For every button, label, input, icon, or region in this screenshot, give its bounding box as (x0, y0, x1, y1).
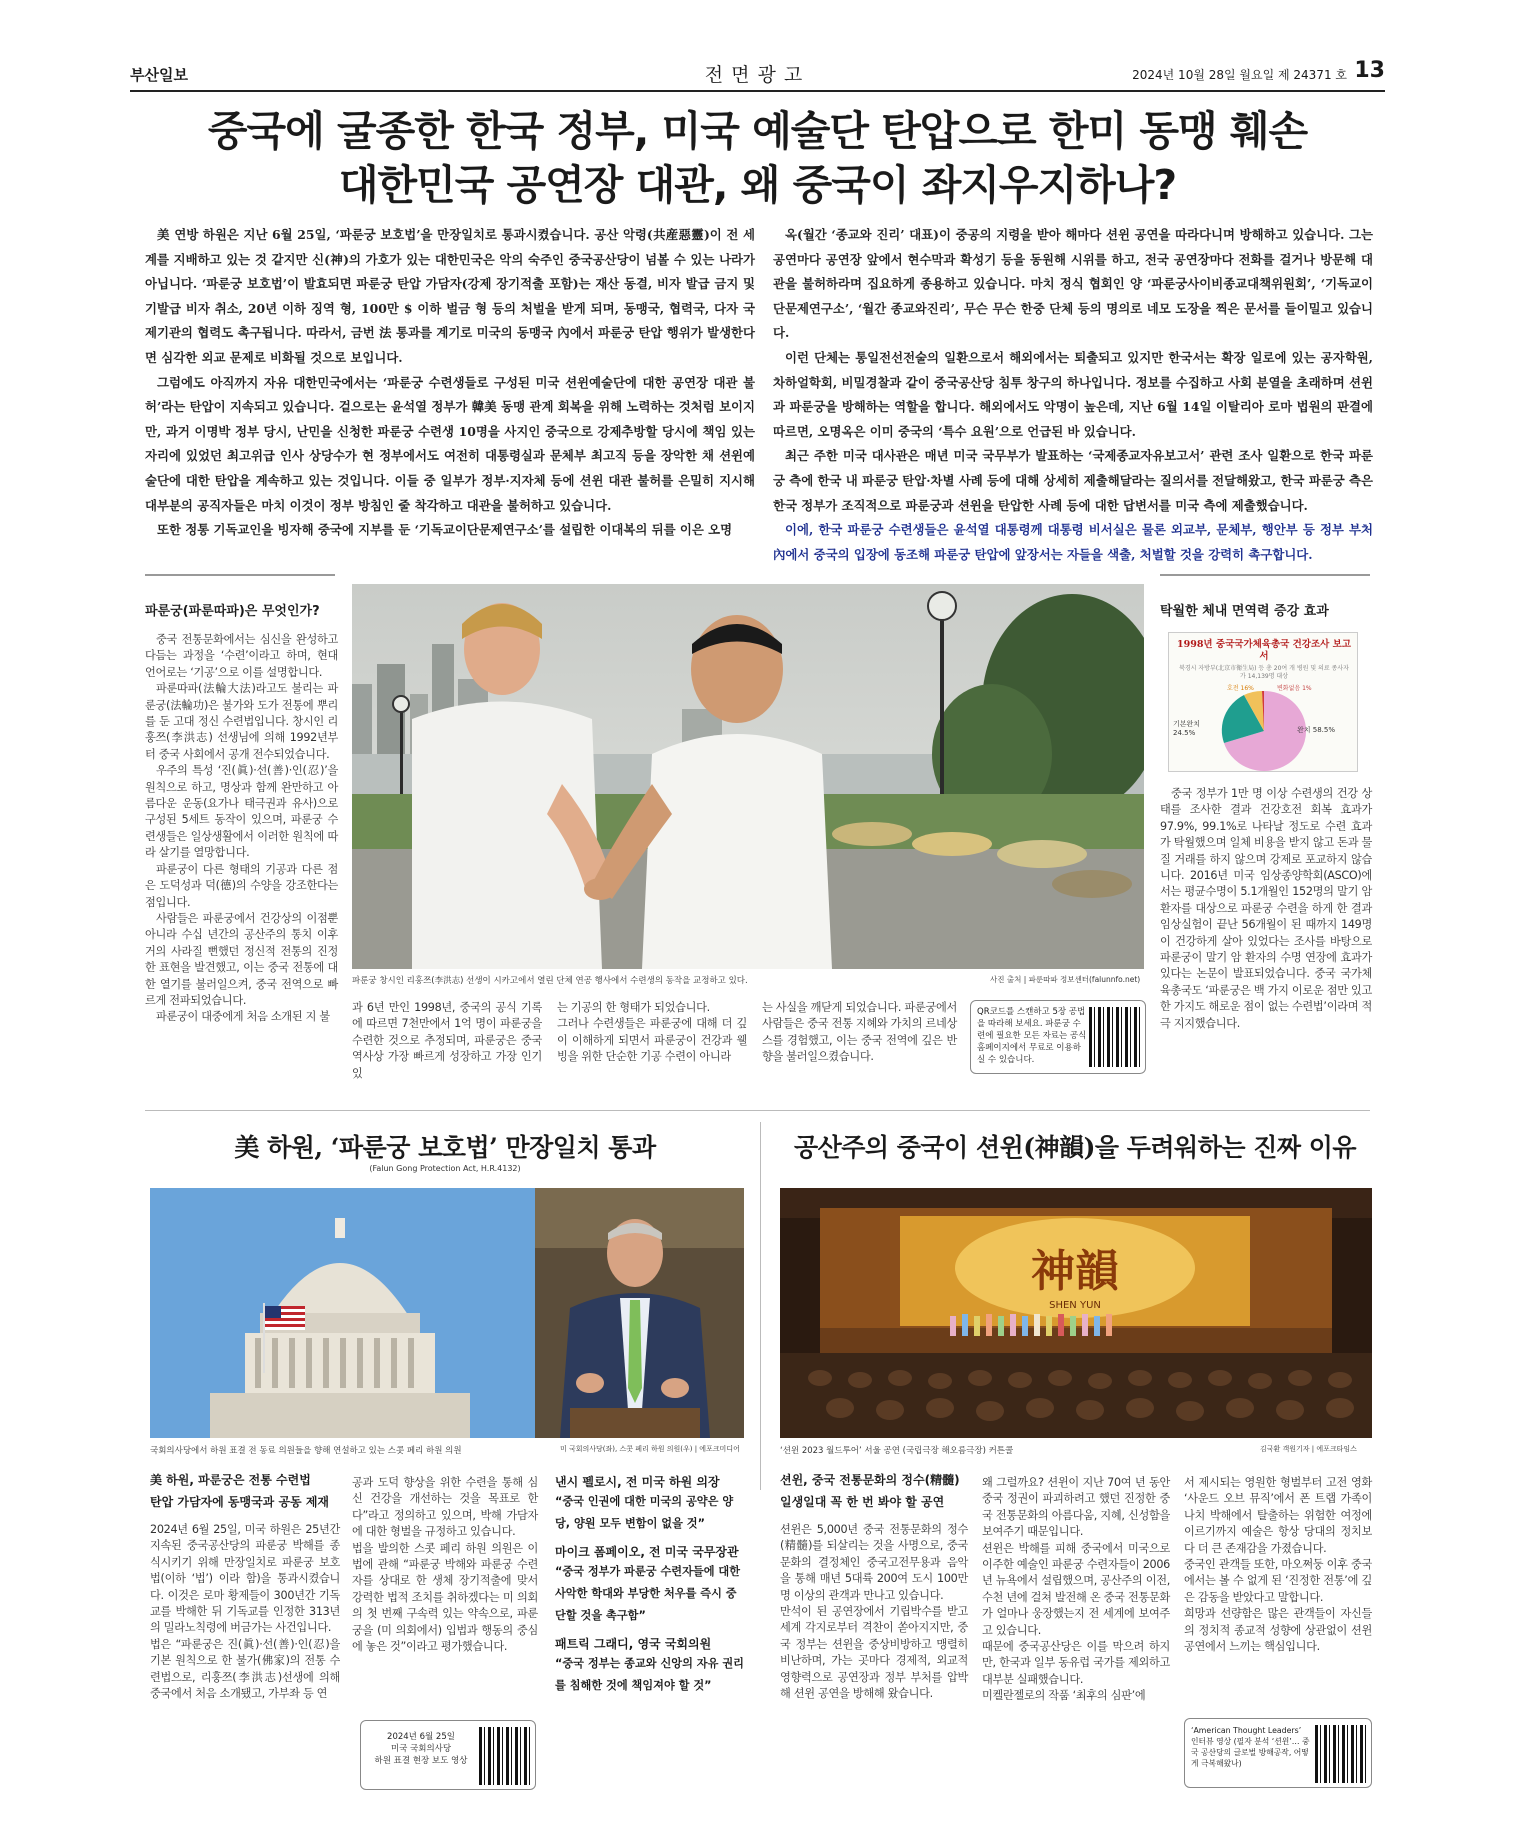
qr-caption: QR코드를 스캔하고 5장 공법을 따라해 보세요. 파룬궁 수련에 필요한 모든 자료는 공식 홈페이지에서 무료로 이용하실 수 있습니다. (977, 1007, 1087, 1065)
sidebar-paragraph: 중국 정부가 1만 명 이상 수련생의 건강 상태를 조사한 결과 건강호전 회복 효과가 97.9%, 99.1%로 나타날 정도로 수련 효과가 탁월했으며 일체 비용을 받지 않고 돈과 물질 거래를 하지 않으며 강제로 포교하지 않습니다. 2016년 미국 임상종양학회(ASCO)에서는 평균수명이 5.1개월인 152명의 말기 암 환자를 대상으로 파룬궁 수련을 하게 한 결과 임상실험이 끝난 56개월이 된 때까지 149명이 건강하게 살아 있었다는 조사를 바탕으로 파룬궁이 말기 암 환자의 수명 연장에 효과가 있다는 논문이 발표되었습니다. 중국 국가체육총국도 ‘파룬궁은 백 가지 이로운 점만 있고 한 가지도 해로운 점이 없는 수련법’이라며 적극 지지했습니다. (1160, 787, 1372, 1030)
sidebar-paragraph: 파룬궁이 다른 형태의 기공과 다른 점은 도덕성과 덕(德)의 수양을 강조한다는 점입니다. (145, 862, 338, 909)
stage-logo: 神韻 (1031, 1246, 1119, 1297)
intro-appeal: 이에, 한국 파룬궁 수련생들은 윤석열 대통령께 대통령 비서실은 물론 외교부, 문체부, 행안부 등 정부 부처 內에서 중국의 입장에 동조해 파룬궁 탄압에 앞장서는 자들을 색출, 처벌할 것을 강력히 촉구합니다. (773, 522, 1373, 562)
legend-nochange: 변화없음 1% (1277, 685, 1312, 692)
pie-label-basic: 기본완치 24.5% (1173, 720, 1201, 737)
intro-paragraph: 그럼에도 아직까지 자유 대한민국에서는 ‘파룬궁 수련생들로 구성된 미국 션윈예술단에 대한 공연장 대관 불허’라는 탄압이 지속되고 있습니다. 겉으로는 윤석열 정부가 韓美 동맹 관계 회복을 위해 노력하는 것처럼 보이지만, 과거 이명박 정부 당시, 난민을 신청한 파룬궁 수련생 10명을 사지인 중국으로 강제추방할 당시에 책임 있는 자리에 있었던 최고위급 인사 상당수가 현 정부에서도 여전히 대통령실과 문체부 최고직 등을 장악한 채 션윈예술단에 대한 탄압을 계속하고 있는 것입니다. 이들 중 일부가 정부·지자체 등에 션윈 대관 불허를 은밀히 지시해 대부분의 공직자들은 마치 이것이 정부 방침인 줄 착각하고 대관을 불허하고 있습니다. (145, 374, 755, 513)
sidebar-paragraph: 우주의 특성 ‘진(眞)·선(善)·인(忍)’을 원칙으로 하고, 명상과 함께 완만하고 아름다운 운동(요가나 태극권과 유사)으로 구성된 5세트 동작이 있으며, 파룬궁 수련생들은 일상생활에서 이러한 원칙에 따라 살기를 열망합니다. (145, 764, 338, 860)
divider (1160, 574, 1370, 576)
intro-left-column (145, 223, 755, 543)
qr-code-icon[interactable] (1315, 1725, 1367, 1783)
qr-box-interview (1184, 1718, 1372, 1788)
sidebar-title: 파룬궁(파룬따파)은 무엇인가? (145, 604, 320, 619)
photo-shenyun-curtain-call (780, 1188, 1372, 1438)
sidebar-right-body (1160, 786, 1372, 1032)
continuation-col-3: 는 사실을 깨닫게 되었습니다. 파룬궁에서 사람들은 중국 전통 지혜와 가치의 르네상스를 경험했고, 이는 중국 전역에 깊은 반향을 불러일으켰습니다. (762, 1001, 957, 1064)
capitol-photo (150, 1188, 744, 1438)
report-sub: 북경시 자방부(北京市衛生局) 등 총 20여 개 병원 및 의료 종사자가 14,139명 대상 (1179, 665, 1349, 680)
continuation-col-2: 는 기공의 한 형태가 되었습니다. 그러나 수련생들은 파룬궁에 대해 더 깊이 이해하게 되면서 파룬궁이 건강과 웰빙을 위한 단순한 기공 수련이 아니라 (557, 1001, 747, 1064)
shenyun-credit: 김국환 객원기자 | 에포크타임스 (1260, 1445, 1357, 1453)
bottom-left-head-2: 탄압 가담자에 동맹국과 공동 제재 (150, 1495, 330, 1509)
legend-improved: 호전 16% (1227, 685, 1254, 692)
intro-right-column (773, 223, 1373, 567)
masthead (130, 58, 1385, 92)
quote-speaker: 낸시 펠로시, 전 미국 하원 의장 (555, 1475, 720, 1489)
section-label: 전면광고 (704, 64, 811, 86)
shenyun-photo (780, 1188, 1372, 1438)
bottom-left-head-1: 美 하원, 파룬궁은 전통 수련법 (150, 1473, 311, 1487)
quotes-column (555, 1473, 745, 1697)
pie-label-cured: 완치 58.5% (1297, 726, 1335, 734)
intro-paragraph: 최근 주한 미국 대사관은 매년 미국 국무부가 발표하는 ‘국제종교자유보고서’ 관련 조사 일환으로 한국 파룬궁 측에 한국 내 파룬궁 탄압·차별 사례 등에 대해 상세히 제출해달라는 질의서를 전달해왔고, 한국 파룬궁 측은 한국 정부가 조직적으로 파룬궁과 션윈을 탄압한 사례 등에 대한 답변서를 미국 측에 제출했습니다. (773, 448, 1373, 513)
quote-speaker: 패트릭 그래디, 영국 국회의원 (555, 1637, 712, 1651)
main-photo-credit: 사진 출처 | 파룬따파 정보센터(falunnfo.net) (990, 975, 1141, 984)
sidebar-paragraph: 중국 전통문화에서는 심신을 완성하고 다듬는 과정을 ‘수련’이라고 하며, 현대 언어로는 ‘기공’으로 이를 설명합니다. (145, 633, 338, 679)
divider (145, 574, 335, 576)
bottom-right-col-3: 서 제시되는 영원한 형벌부터 고전 영화 ‘사운드 오브 뮤직’에서 폰 트랩 가족이 나치 박해에서 탈출하는 위험한 여정에 이르기까지 예술은 항상 당대의 정치보다 더 큰 존재감을 가졌습니다. 중국인 관객들 또한, 마오쩌둥 이후 중국에서는 볼 수 없게 된 ‘진정한 전통’에 깊은 감동을 받았다고 말합니다. 희망과 선량함은 많은 관객들이 자신들의 정치적 종교적 성향에 상관없이 션윈 공연에서 느끼는 핵심입니다. (1184, 1476, 1372, 1654)
intro-paragraph: 이런 단체는 통일전선전술의 일환으로서 해외에서는 퇴출되고 있지만 한국서는 확장 일로에 있는 공자학원, 차하얼학회, 비밀경찰과 같이 중국공산당 침투 창구의 하나입니다. 정보를 수집하고 사회 분열을 초래하며 션윈과 파룬궁을 방해하는 역할을 합니다. 해외에서도 악명이 높은데, 지난 6월 14일 이탈리아 로마 법원의 판결에 따르면, 오명옥은 이미 중국의 ‘특수 요원’으로 언급된 바 있습니다. (773, 349, 1373, 439)
bottom-left-col-1: 2024년 6월 25일, 미국 하원은 25년간 지속된 중국공산당의 파룬궁 박해를 종식시키기 위해 만장일치로 파룬궁 보호법(이하 ‘법’) 이라 함)을 통과시켰습니다. 이것은 로마 황제들이 300년간 기독교를 박해한 뒤 기독교를 인정한 313년의 밀라노칙령에 버금가는 사건입니다. 법은 “파룬궁은 진(眞)·선(善)·인(忍)을 기본 원칙으로 한 불가(佛家)의 전통 수련법으로, 리훙쯔(李洪志)선생에 의해 중국에서 처음 소개됐고, 가부좌 등 연 (150, 1523, 340, 1701)
main-headline (130, 104, 1385, 212)
headline-line-2: 대한민국 공연장 대관, 왜 중국이 좌지우지하나? (338, 161, 1177, 209)
intro-paragraph: 美 연방 하원은 지난 6월 25일, ‘파룬궁 보호법’을 만장일치로 통과시켰습니다. 공산 악령(共産惡靈)이 전 세계를 지배하고 있는 것 같지만 신(神)의 가호가 있는 대한민국은 악의 숙주인 중국공산당이 넘볼 수 있는 나라가 아닙니다. ‘파룬궁 보호법’이 발효되면 파룬궁 탄압 가담자(강제 장기적출 포함)는 재산 동결, 비자 발급 금지 및 기발급 비자 취소, 20년 이하 징역 형, 100만 $ 이하 벌금 형 등의 처벌을 받게 되며, 동맹국, 협력국, 다자 국제기관의 협력도 촉구됩니다. 따라서, 금번 法 통과를 계기로 미국의 동맹국 內에서 파룬궁 탄압 행위가 발생한다면 심각한 외교 문제로 비화될 것으로 보입니다. (145, 227, 755, 365)
vertical-divider (760, 1122, 761, 1490)
main-photo-caption: 파룬궁 창시인 리훙쯔(李洪志) 선생이 시카고에서 열린 단체 연공 행사에서 수련생의 동작을 교정하고 있다. (352, 976, 748, 986)
newspaper-name: 부산일보 (130, 66, 188, 84)
bottom-left-col-2: 공과 도덕 향상을 위한 수련을 통해 심신 건강을 개선하는 것을 목표로 한다”라고 정의하고 있으며, 박해 가담자에 대한 형벌을 규정하고 있습니다. 법을 발의한 스콧 페리 하원 의원은 이 법에 관해 “파룬궁 박해와 파룬궁 수련자를 상대로 한 생체 장기적출에 맞서 강력한 법적 조치를 취하겠다는 미 의회의 첫 번째 구속력 있는 약속으로, 파룬궁을 (미 의회에서) 입법과 행동의 중심에 놓은 것”이라고 평가했습니다. (352, 1476, 538, 1654)
issue-date: 2024년 10월 28일 월요일 제 24371 호 (1132, 68, 1347, 82)
qr-caption: ‘American Thought Leaders’ 인터뷰 영상 (필자 분석 ‘션윈’… 중국 공산당의 글로벌 방해공작, 어떻게 극복해왔나) (1191, 1726, 1310, 1768)
bottom-right-col-1: 션윈은 5,000년 중국 전통문화의 정수(精髓)를 되살리는 것을 사명으로, 중국 문화의 결정체인 중국고전무용과 음악을 통해 매년 5대륙 200여 도시 100만 명 이상의 관객과 만나고 있습니다. 만석이 된 공연장에서 기립박수를 받고 세계 각지로부터 격찬이 쏟아지지만, 중국 정부는 션윈을 중상비방하고 맹렬히 비난하며, 가는 곳마다 경제적, 외교적 영향력으로 공연장과 정부 부처를 압박해 션윈 공연을 방해해 왔습니다. (780, 1523, 968, 1701)
bottom-right-head-1: 션윈, 중국 전통문화의 정수(精髓) (780, 1473, 960, 1487)
main-photo (352, 584, 1144, 969)
quote-text: “중국 인권에 대한 미국의 공약은 양당, 양원 모두 변함이 없을 것” (555, 1495, 734, 1530)
qr-code-icon[interactable] (479, 1727, 531, 1785)
intro-paragraph: 옥(월간 ‘종교와 진리’ 대표)이 중공의 지령을 받아 해마다 션윈 공연을 따라다니며 방해하고 있습니다. 그는 공연마다 공연장 앞에서 현수막과 확성기 등을 동원해 시위를 하고, 전국 공연장마다 전화를 걸거나 방문해 대관을 불허하라며 집요하게 종용하고 있습니다. 마치 정식 협회인 양 ‘파룬궁사이비종교대책위원회’, ‘기독교이단문제연구소’, ‘월간 종교와진리’, 무슨 무슨 한중 단체 등의 명의로 네모 도장을 찍은 문서를 들이밀고 있습니다. (773, 227, 1373, 341)
sidebar-paragraph: 사람들은 파룬궁에서 건강상의 이점뿐 아니라 수십 년간의 공산주의 통치 이후 거의 사라질 뻔했던 정신적 전통의 진정한 표현을 발견했고, 이는 중국 전통에 대한 열기를 불러일으켜, 중국 전역으로 빠르게 전파되었습니다. (145, 911, 338, 1007)
shenyun-caption: ‘션윈 2023 월드투어’ 서울 공연 (국립극장 해오름극장) 커튼콜 (780, 1446, 1014, 1456)
quote-text: “중국 정부는 종교와 신앙의 자유 권리를 침해한 것에 책임져야 할 것” (555, 1657, 744, 1692)
qr-box-vote (360, 1720, 536, 1790)
sidebar-title: 탁월한 체내 면역력 증강 효과 (1160, 604, 1329, 619)
section-divider (145, 1110, 1370, 1111)
section-headline-right: 공산주의 중국이 션윈(神韻)을 두려워하는 진짜 이유 (793, 1133, 1357, 1162)
sidebar-paragraph: 파룬궁이 대중에게 처음 소개된 지 불 (156, 1010, 330, 1024)
photo-capitol-and-speaker (150, 1188, 744, 1438)
report-title: 1998년 중국국가체육총국 건강조사 보고서 (1176, 639, 1352, 662)
sidebar-body (145, 632, 338, 1026)
quote-text: “중국 정부가 파룬궁 수련자들에 대한 사악한 학대와 부당한 처우를 즉시 중단할 것을 촉구함” (555, 1565, 741, 1622)
headline-line-1: 중국에 굴종한 한국 정부, 미국 예술단 탄압으로 한미 동맹 훼손 (207, 107, 1308, 155)
qr-caption: 2024년 6월 25일 미국 국회의사당 하원 표결 현장 보도 영상 (374, 1732, 468, 1766)
page-number: 13 (1354, 58, 1385, 83)
section-headline-left: 美 하원, ‘파룬궁 보호법’ 만장일치 통과 (234, 1133, 656, 1162)
capitol-caption: 국회의사당에서 하원 표결 전 동료 의원들을 향해 연설하고 있는 스콧 페리 하원 의원 (150, 1446, 462, 1456)
capitol-credit: 미 국회의사당(좌), 스콧 페리 하원 의원(우) | 에포크미디어 (560, 1445, 740, 1453)
bottom-right-col-2: 왜 그럴까요? 션윈이 지난 70여 년 동안 중국 정권이 파괴하려고 했던 진정한 중국 전통문화의 아름다움, 지혜, 신성함을 보여주기 때문입니다. 션윈은 박해를 피해 중국에서 미국으로 이주한 예술인 파룬궁 수련자들이 2006년 뉴욕에서 설립했으며, 공산주의 이전, 수천 년에 걸쳐 발전해 온 중국 전통문화가 얼마나 웅장했는지 전 세계에 보여주고 있습니다. 때문에 중국공산당은 이를 막으려 하지만, 한국과 일부 동유럽 국가를 제외하고 대부분 실패했습니다. 미켈란젤로의 작품 ‘최후의 심판’에 (982, 1476, 1170, 1703)
report-chart (1168, 632, 1358, 772)
qr-code-icon[interactable] (1089, 1007, 1143, 1067)
quote-speaker: 마이크 폼페이오, 전 미국 국무장관 (555, 1545, 739, 1559)
continuation-col-1: 과 6년 만인 1998년, 중국의 공식 기록에 따르면 7천만에서 1억 명이 파룬궁을 수련한 것으로 추정되며, 파룬궁은 중국 역사상 가장 빠르게 성장하고 가장 인기 있 (352, 1001, 542, 1080)
qr-box-practice (970, 1000, 1146, 1074)
section-subheadline-left: (Falun Gong Protection Act, H.R.4132) (369, 1164, 521, 1173)
photo-master-teaching (352, 584, 1144, 969)
stage-logo-sub: SHEN YUN (1049, 1300, 1101, 1311)
intro-paragraph: 또한 정통 기독교인을 빙자해 중국에 지부를 둔 ‘기독교이단문제연구소’를 설립한 이대복의 뒤를 이은 오명 (157, 522, 733, 538)
sidebar-paragraph: 파룬따파(法輪大法)라고도 불리는 파룬궁(法輪功)은 불가와 도가 전통에 뿌리를 둔 고대 정신 수련법입니다. 창시인 리훙쯔(李洪志) 선생님에 의해 1992년부터 중국 사회에서 공개 전수되었습니다. (145, 682, 338, 761)
bottom-right-head-2: 일생일대 꼭 한 번 봐야 할 공연 (780, 1495, 945, 1509)
